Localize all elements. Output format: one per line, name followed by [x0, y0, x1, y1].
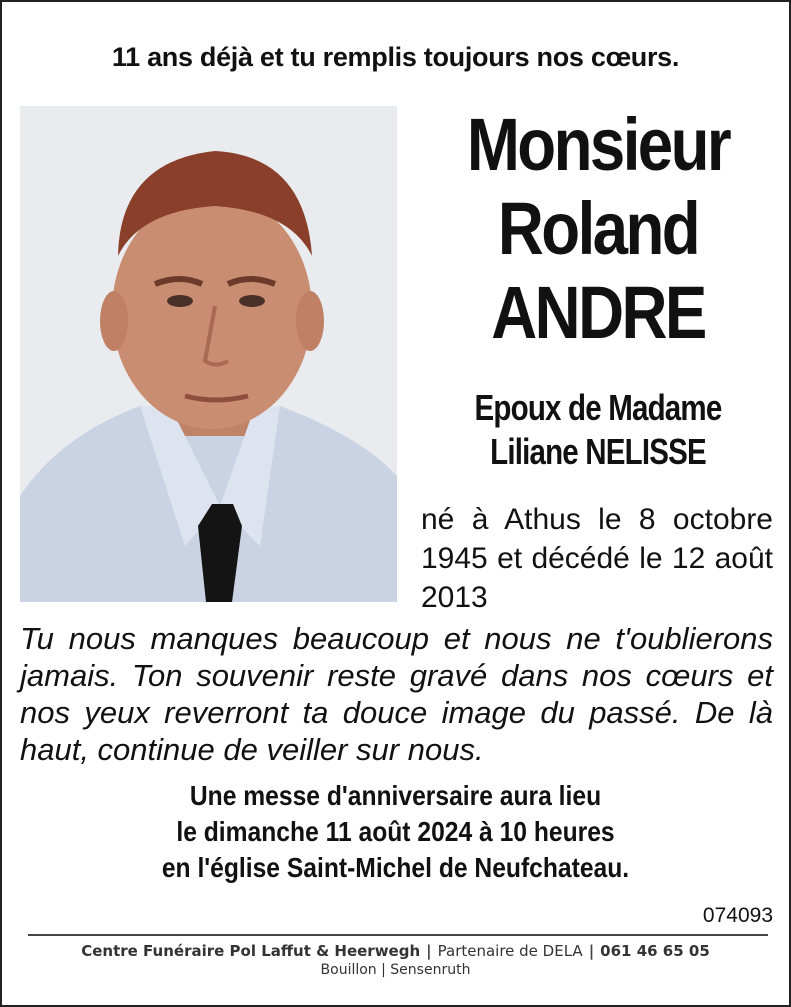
mass-line-3: en l'église Saint-Michel de Neufchateau. [161, 852, 630, 883]
spouse-info [405, 386, 791, 474]
tribute-text: Tu nous manques beaucoup et nous ne t'oublierons jamais. Ton souvenir reste gravé dans nos cœurs et nos yeux reverront ta douce image du passé. De là haut, continue de veiller sur nous. [20, 621, 773, 767]
name-first: Roland [497, 187, 699, 270]
funeral-home-name: Centre Funéraire Pol Laffut & Heerwegh [81, 942, 421, 960]
name-last: ANDRE [491, 271, 705, 354]
separator: | [426, 942, 432, 960]
partner-text: Partenaire de DELA [437, 942, 583, 960]
spouse-line-2: Liliane NELISSE [490, 431, 706, 472]
mass-line-1: Une messe d'anniversaire aura lieu [189, 780, 602, 811]
funeral-home-locations: Bouillon | Sensenruth [320, 962, 471, 978]
name-title: Monsieur [466, 103, 730, 186]
reference-number: 074093 [702, 904, 773, 927]
mass-line-2: le dimanche 11 août 2024 à 10 heures [176, 816, 615, 847]
portrait-photo [20, 106, 397, 602]
spouse-line-1: Epoux de Madame [474, 387, 722, 428]
birth-death-dates: né à Athus le 8 octobre 1945 et décédé le 12 août 2013 [421, 503, 773, 614]
portrait-illustration [20, 106, 397, 602]
footer-divider [28, 934, 768, 936]
headline: 11 ans déjà et tu remplis toujours nos cœurs. [111, 42, 680, 72]
separator: | [588, 942, 595, 960]
deceased-name [405, 103, 791, 355]
funeral-home-footer [0, 942, 791, 978]
phone-number: 061 46 65 05 [600, 942, 710, 960]
mass-announcement [0, 778, 791, 886]
